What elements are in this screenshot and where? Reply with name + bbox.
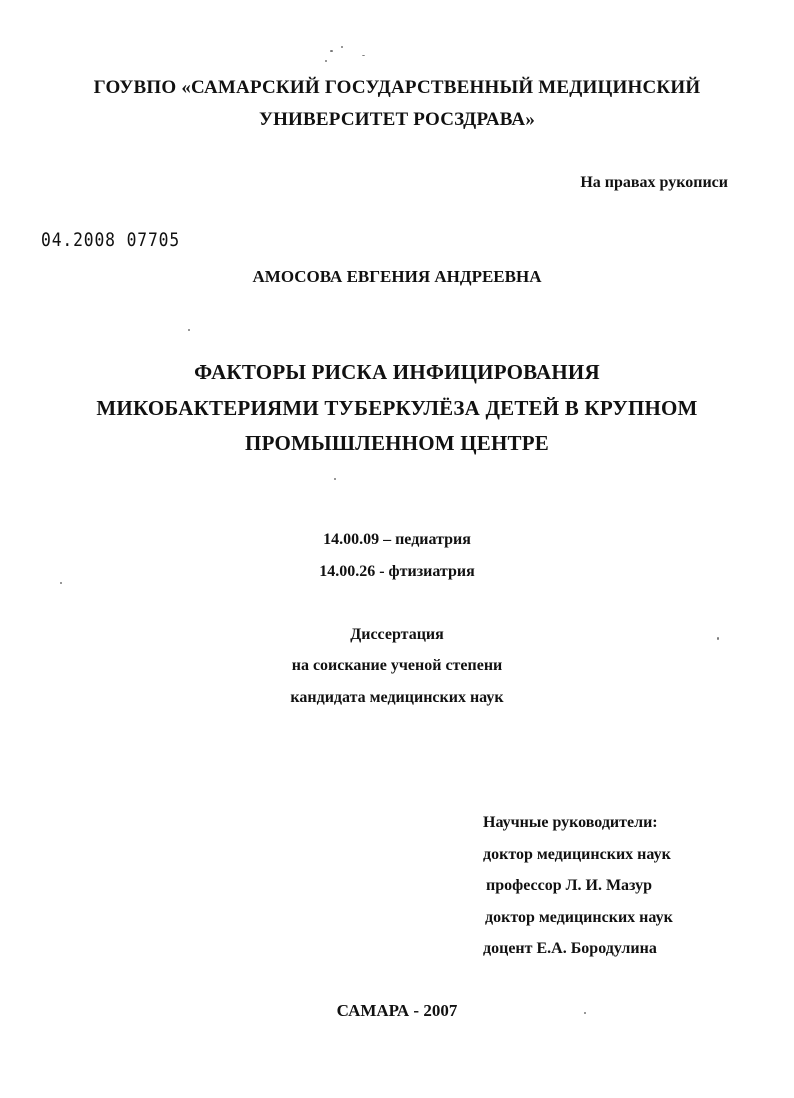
scan-speck — [717, 637, 719, 640]
advisor-2-degree: доктор медицинских наук — [485, 908, 673, 926]
dissertation-label: Диссертация — [350, 626, 444, 643]
specialty-phthisiology: 14.00.26 - фтизиатрия — [319, 563, 475, 580]
advisor-1-degree: доктор медицинских наук — [483, 845, 671, 863]
title-line-2: МИКОБАКТЕРИЯМИ ТУБЕРКУЛЁЗА ДЕТЕЙ В КРУПНОМ — [96, 396, 698, 420]
title-line-3: ПРОМЫШЛЕННОМ ЦЕНТРЕ — [245, 431, 549, 455]
registration-code: 04.2008 07705 — [41, 229, 181, 251]
organization-line-1: ГОУВПО «САМАРСКИЙ ГОСУДАРСТВЕННЫЙ МЕДИЦИНСКИЙ — [93, 77, 701, 98]
advisors-block — [483, 812, 673, 970]
dissertation-degree-line: на соискание ученой степени — [291, 657, 503, 674]
scan-speck — [60, 582, 62, 584]
scan-speck — [325, 60, 327, 62]
scan-speck — [341, 46, 343, 48]
organization-line-2: УНИВЕРСИТЕТ РОСЗДРАВА» — [258, 109, 536, 130]
specialty-pediatrics: 14.00.09 – педиатрия — [323, 531, 471, 548]
scan-speck — [188, 329, 190, 331]
scan-speck — [330, 50, 333, 52]
author-name: АМОСОВА ЕВГЕНИЯ АНДРЕЕВНА — [252, 267, 542, 286]
advisor-1-name: профессор Л. И. Мазур — [486, 877, 653, 894]
city-year: САМАРА - 2007 — [336, 1001, 458, 1020]
dissertation-field-line: кандидата медицинских наук — [290, 689, 504, 706]
scan-speck — [334, 478, 336, 480]
title-line-1: ФАКТОРЫ РИСКА ИНФИЦИРОВАНИЯ — [194, 360, 600, 384]
advisor-2-name: доцент Е.А. Бородулина — [483, 940, 657, 957]
scan-speck — [362, 55, 365, 56]
scan-speck — [584, 1012, 586, 1014]
advisors-heading: Научные руководители: — [483, 814, 658, 831]
rights-note: На правах рукописи — [580, 174, 728, 191]
